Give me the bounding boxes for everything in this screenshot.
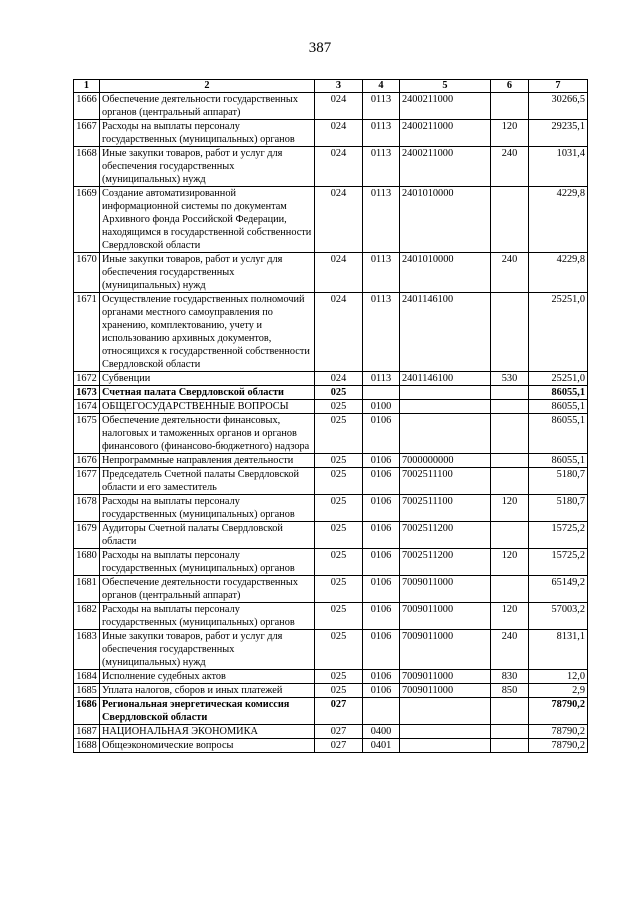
row-name: Обеспечение деятельности государственных органов (центральный аппарат) (100, 93, 315, 120)
section-code: 0113 (363, 372, 400, 386)
table-row (74, 293, 588, 372)
expense-type-code (491, 93, 529, 120)
table-row (74, 495, 588, 522)
section-code: 0106 (363, 549, 400, 576)
row-name: Уплата налогов, сборов и иных платежей (100, 684, 315, 698)
row-number: 1687 (74, 725, 100, 739)
row-name: ОБЩЕГОСУДАРСТВЕННЫЕ ВОПРОСЫ (100, 400, 315, 414)
amount: 4229,8 (529, 187, 588, 253)
table-row (74, 187, 588, 253)
column-header: 2 (100, 80, 315, 93)
target-article-code: 2401010000 (400, 253, 491, 293)
row-number: 1676 (74, 454, 100, 468)
target-article-code: 7002511200 (400, 549, 491, 576)
ministry-code: 024 (315, 293, 363, 372)
row-number: 1675 (74, 414, 100, 454)
target-article-code: 7009011000 (400, 684, 491, 698)
target-article-code: 2401010000 (400, 187, 491, 253)
section-code: 0106 (363, 603, 400, 630)
section-code: 0400 (363, 725, 400, 739)
target-article-code: 2400211000 (400, 120, 491, 147)
expense-type-code: 120 (491, 120, 529, 147)
table-row (74, 549, 588, 576)
section-code: 0113 (363, 120, 400, 147)
ministry-code: 027 (315, 725, 363, 739)
amount: 8131,1 (529, 630, 588, 670)
expense-type-code: 240 (491, 630, 529, 670)
expense-type-code (491, 468, 529, 495)
section-code: 0106 (363, 670, 400, 684)
target-article-code: 2401146100 (400, 372, 491, 386)
target-article-code: 7002511200 (400, 522, 491, 549)
table-row (74, 253, 588, 293)
row-name: Расходы на выплаты персоналу государственных (муниципальных) органов (100, 603, 315, 630)
table-row (74, 454, 588, 468)
ministry-code: 024 (315, 93, 363, 120)
section-code: 0106 (363, 684, 400, 698)
row-name: Непрограммные направления деятельности (100, 454, 315, 468)
target-article-code: 7009011000 (400, 576, 491, 603)
row-name: Расходы на выплаты персоналу государственных (муниципальных) органов (100, 549, 315, 576)
table-row (74, 522, 588, 549)
section-code: 0106 (363, 522, 400, 549)
expense-type-code: 240 (491, 253, 529, 293)
row-number: 1670 (74, 253, 100, 293)
row-name: Осуществление государственных полномочий органами местного самоуправления по хранению, комплектованию, учету и использованию архивных документов, относящихся к государственной собственности Свердловской области (100, 293, 315, 372)
ministry-code: 027 (315, 698, 363, 725)
amount: 86055,1 (529, 414, 588, 454)
section-code: 0106 (363, 630, 400, 670)
table-row (74, 120, 588, 147)
table-row (74, 400, 588, 414)
row-number: 1688 (74, 739, 100, 753)
section-code: 0113 (363, 93, 400, 120)
ministry-code: 025 (315, 684, 363, 698)
row-name: Расходы на выплаты персоналу государственных (муниципальных) органов (100, 120, 315, 147)
amount: 5180,7 (529, 468, 588, 495)
section-code (363, 698, 400, 725)
ministry-code: 024 (315, 253, 363, 293)
amount: 15725,2 (529, 522, 588, 549)
ministry-code: 025 (315, 400, 363, 414)
expense-type-code: 120 (491, 549, 529, 576)
expense-type-code (491, 739, 529, 753)
section-code: 0113 (363, 147, 400, 187)
section-code (363, 386, 400, 400)
ministry-code: 025 (315, 414, 363, 454)
section-code: 0113 (363, 253, 400, 293)
row-name: Иные закупки товаров, работ и услуг для обеспечения государственных (муниципальных) нужд (100, 253, 315, 293)
target-article-code (400, 739, 491, 753)
row-name: Счетная палата Свердловской области (100, 386, 315, 400)
table-row (74, 739, 588, 753)
row-name: Председатель Счетной палаты Свердловской области и его заместитель (100, 468, 315, 495)
section-code: 0100 (363, 400, 400, 414)
row-number: 1671 (74, 293, 100, 372)
target-article-code: 7002511100 (400, 495, 491, 522)
ministry-code: 024 (315, 120, 363, 147)
amount: 78790,2 (529, 725, 588, 739)
row-number: 1668 (74, 147, 100, 187)
amount: 86055,1 (529, 386, 588, 400)
expense-type-code (491, 725, 529, 739)
table-row (74, 372, 588, 386)
row-name: Общеэкономические вопросы (100, 739, 315, 753)
amount: 25251,0 (529, 372, 588, 386)
section-code: 0113 (363, 293, 400, 372)
row-number: 1674 (74, 400, 100, 414)
target-article-code: 7002511100 (400, 468, 491, 495)
amount: 15725,2 (529, 549, 588, 576)
row-name: Расходы на выплаты персоналу государственных (муниципальных) органов (100, 495, 315, 522)
section-code: 0106 (363, 414, 400, 454)
ministry-code: 025 (315, 454, 363, 468)
row-name: Создание автоматизированной информационной системы по документам Архивного фонда Российской Федерации, находящимся в государственной собственности Свердловской области (100, 187, 315, 253)
column-header: 6 (491, 80, 529, 93)
row-name: Иные закупки товаров, работ и услуг для обеспечения государственных (муниципальных) нужд (100, 147, 315, 187)
amount: 78790,2 (529, 698, 588, 725)
row-number: 1673 (74, 386, 100, 400)
section-code: 0106 (363, 468, 400, 495)
row-name: Исполнение судебных актов (100, 670, 315, 684)
row-number: 1677 (74, 468, 100, 495)
table-row (74, 670, 588, 684)
amount: 12,0 (529, 670, 588, 684)
expense-type-code: 120 (491, 495, 529, 522)
table-row (74, 468, 588, 495)
row-number: 1667 (74, 120, 100, 147)
row-name: Иные закупки товаров, работ и услуг для обеспечения государственных (муниципальных) нужд (100, 630, 315, 670)
table-row (74, 386, 588, 400)
expense-type-code (491, 414, 529, 454)
row-number: 1680 (74, 549, 100, 576)
amount: 65149,2 (529, 576, 588, 603)
section-code: 0106 (363, 454, 400, 468)
amount: 4229,8 (529, 253, 588, 293)
table-row (74, 93, 588, 120)
row-number: 1683 (74, 630, 100, 670)
target-article-code: 2400211000 (400, 93, 491, 120)
expense-type-code (491, 293, 529, 372)
row-name: НАЦИОНАЛЬНАЯ ЭКОНОМИКА (100, 725, 315, 739)
expense-type-code (491, 454, 529, 468)
table-row (74, 698, 588, 725)
amount: 78790,2 (529, 739, 588, 753)
target-article-code: 7009011000 (400, 603, 491, 630)
row-number: 1682 (74, 603, 100, 630)
row-number: 1685 (74, 684, 100, 698)
row-number: 1678 (74, 495, 100, 522)
section-code: 0106 (363, 576, 400, 603)
section-code: 0113 (363, 187, 400, 253)
target-article-code: 7000000000 (400, 454, 491, 468)
expense-type-code: 240 (491, 147, 529, 187)
amount: 5180,7 (529, 495, 588, 522)
target-article-code: 7009011000 (400, 670, 491, 684)
section-code: 0106 (363, 495, 400, 522)
amount: 25251,0 (529, 293, 588, 372)
column-header: 5 (400, 80, 491, 93)
table-row (74, 630, 588, 670)
expense-type-code: 530 (491, 372, 529, 386)
ministry-code: 025 (315, 549, 363, 576)
ministry-code: 025 (315, 386, 363, 400)
row-number: 1679 (74, 522, 100, 549)
amount: 57003,2 (529, 603, 588, 630)
table-row (74, 147, 588, 187)
ministry-code: 025 (315, 630, 363, 670)
row-name: Обеспечение деятельности государственных органов (центральный аппарат) (100, 576, 315, 603)
row-number: 1681 (74, 576, 100, 603)
budget-table (73, 79, 588, 753)
target-article-code (400, 698, 491, 725)
expense-type-code: 120 (491, 603, 529, 630)
table-row (74, 576, 588, 603)
target-article-code (400, 725, 491, 739)
ministry-code: 025 (315, 603, 363, 630)
ministry-code: 024 (315, 147, 363, 187)
section-code: 0401 (363, 739, 400, 753)
ministry-code: 025 (315, 670, 363, 684)
header-row (74, 80, 588, 93)
row-number: 1684 (74, 670, 100, 684)
target-article-code: 2400211000 (400, 147, 491, 187)
amount: 30266,5 (529, 93, 588, 120)
ministry-code: 024 (315, 187, 363, 253)
target-article-code: 7009011000 (400, 630, 491, 670)
column-header: 1 (74, 80, 100, 93)
ministry-code: 025 (315, 522, 363, 549)
expense-type-code (491, 386, 529, 400)
target-article-code: 2401146100 (400, 293, 491, 372)
row-number: 1686 (74, 698, 100, 725)
target-article-code (400, 414, 491, 454)
row-name: Субвенции (100, 372, 315, 386)
ministry-code: 025 (315, 495, 363, 522)
expense-type-code: 850 (491, 684, 529, 698)
expense-type-code (491, 698, 529, 725)
row-name: Аудиторы Счетной палаты Свердловской области (100, 522, 315, 549)
table-row (74, 414, 588, 454)
row-number: 1666 (74, 93, 100, 120)
amount: 29235,1 (529, 120, 588, 147)
row-number: 1669 (74, 187, 100, 253)
column-header: 4 (363, 80, 400, 93)
table-row (74, 684, 588, 698)
table-row (74, 603, 588, 630)
amount: 86055,1 (529, 454, 588, 468)
ministry-code: 024 (315, 372, 363, 386)
expense-type-code: 830 (491, 670, 529, 684)
amount: 86055,1 (529, 400, 588, 414)
row-name: Региональная энергетическая комиссия Свердловской области (100, 698, 315, 725)
ministry-code: 025 (315, 468, 363, 495)
expense-type-code (491, 522, 529, 549)
expense-type-code (491, 400, 529, 414)
target-article-code (400, 386, 491, 400)
target-article-code (400, 400, 491, 414)
ministry-code: 027 (315, 739, 363, 753)
ministry-code: 025 (315, 576, 363, 603)
amount: 1031,4 (529, 147, 588, 187)
column-header: 3 (315, 80, 363, 93)
column-header: 7 (529, 80, 588, 93)
row-name: Обеспечение деятельности финансовых, налоговых и таможенных органов и органов финансового (финансово-бюджетного) надзора (100, 414, 315, 454)
row-number: 1672 (74, 372, 100, 386)
table-row (74, 725, 588, 739)
expense-type-code (491, 576, 529, 603)
expense-type-code (491, 187, 529, 253)
amount: 2,9 (529, 684, 588, 698)
page-number: 387 (308, 40, 332, 56)
